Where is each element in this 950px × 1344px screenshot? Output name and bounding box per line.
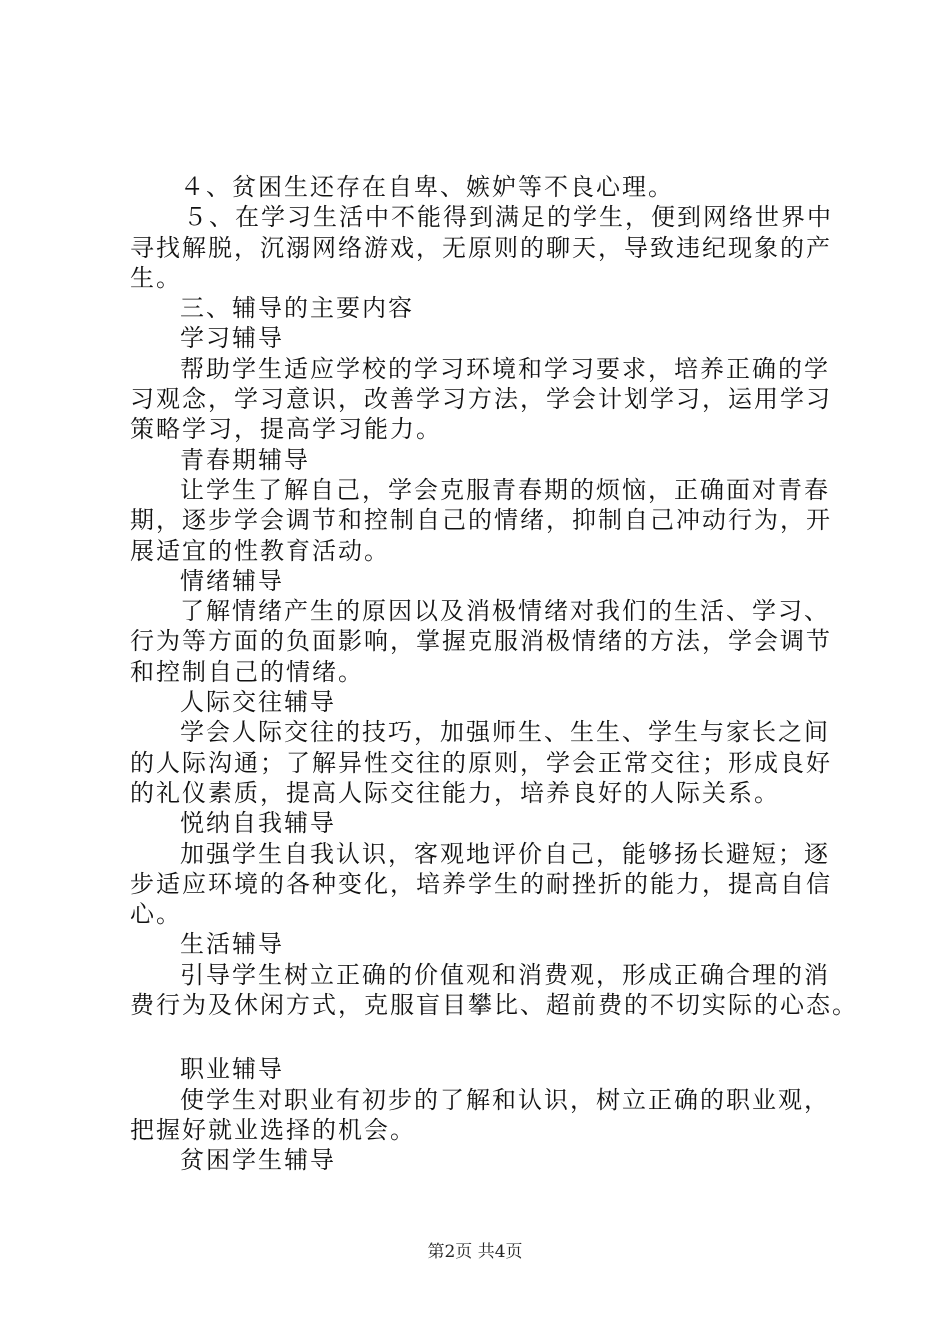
paragraph-line: 费行为及休闲方式，克服盲目攀比、超前费的不切实际的心态。 [130,991,858,1020]
blank-line [130,1020,830,1054]
paragraph-line: 生。 [130,263,182,292]
section-heading: 三、辅导的主要内容 [180,294,414,323]
subsection-heading: 人际交往辅导 [180,688,336,717]
paragraph-line: 的人际沟通；了解异性交往的原则，学会正常交往；形成良好 [130,748,832,777]
paragraph-line: 使学生对职业有初步的了解和认识，树立正确的职业观， [180,1085,830,1114]
page-number-footer: 第2页 共4页 [427,1242,523,1262]
subsection-heading: 职业辅导 [180,1055,284,1084]
paragraph-line: 了解情绪产生的原因以及消极情绪对我们的生活、学习、 [180,597,830,626]
paragraph-line: 帮助学生适应学校的学习环境和学习要求，培养正确的学 [180,354,830,383]
paragraph-line: 期，逐步学会调节和控制自己的情绪，抑制自己冲动行为，开 [130,506,832,535]
subsection-heading: 情绪辅导 [180,566,284,595]
paragraph-line: 寻找解脱，沉溺网络游戏，无原则的聊天，导致违纪现象的产 [130,233,832,262]
subsection-heading: 生活辅导 [180,930,284,959]
paragraph-line: 展适宜的性教育活动。 [130,536,390,565]
paragraph-line: 引导学生树立正确的价值观和消费观，形成正确合理的消 [180,960,830,989]
paragraph-line: ５、在学习生活中不能得到满足的学生，便到网络世界中 [183,203,833,232]
subsection-heading: 学习辅导 [180,324,284,353]
subsection-heading: 悦纳自我辅导 [180,809,336,838]
subsection-heading: 青春期辅导 [180,445,310,474]
paragraph-line: 策略学习，提高学习能力。 [130,415,442,444]
paragraph-line: ４、贫困生还存在自卑、嫉妒等不良心理。 [180,173,674,201]
paragraph-line: 的礼仪素质，提高人际交往能力，培养良好的人际关系。 [130,778,780,807]
paragraph-line: 把握好就业选择的机会。 [130,1115,416,1144]
paragraph-line: 加强学生自我认识，客观地评价自己，能够扬长避短；逐 [180,839,830,868]
paragraph-line: 行为等方面的负面影响，掌握克服消极情绪的方法，学会调节 [130,627,832,656]
subsection-heading: 贫困学生辅导 [180,1146,336,1175]
paragraph-line: 心。 [130,900,182,929]
paragraph-line: 步适应环境的各种变化，培养学生的耐挫折的能力，提高自信 [130,869,832,898]
paragraph-line: 让学生了解自己，学会克服青春期的烦恼，正确面对青春 [180,475,830,504]
paragraph-line: 习观念，学习意识，改善学习方法，学会计划学习，运用学习 [130,385,832,414]
paragraph-line: 学会人际交往的技巧，加强师生、生生、学生与家长之间 [180,718,830,747]
document-body [130,172,858,1176]
paragraph-line: 和控制自己的情绪。 [130,657,364,686]
